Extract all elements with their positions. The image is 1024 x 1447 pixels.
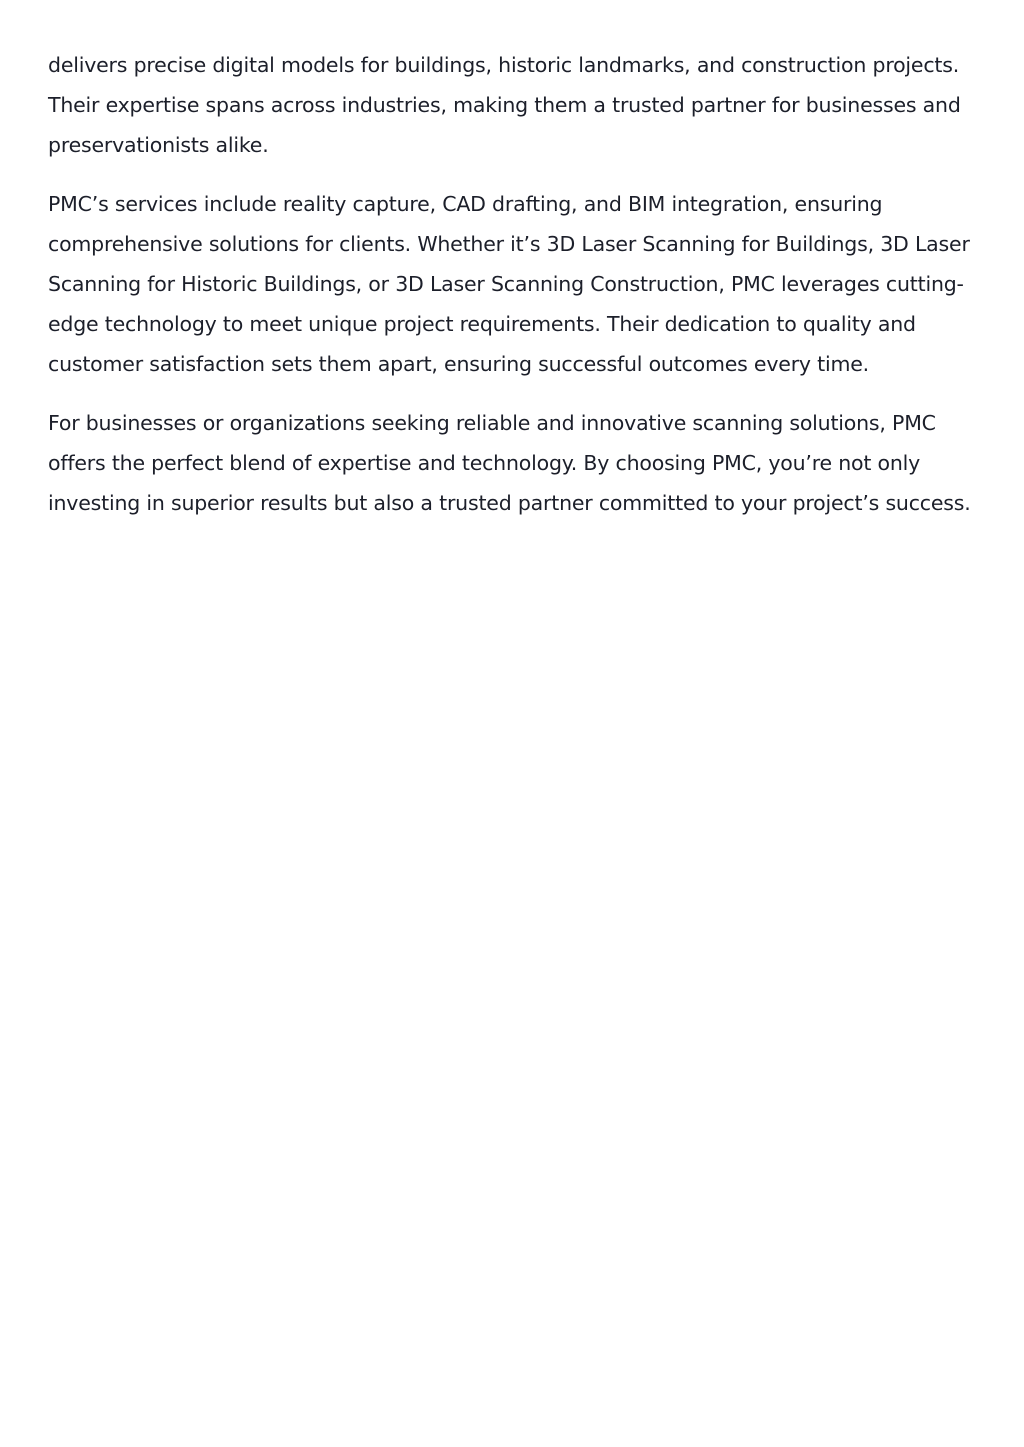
paragraph-line: customer satisfaction sets them apart, ensuring successful outcomes every time.: [48, 352, 869, 376]
paragraph-line: delivers precise digital models for buildings, historic landmarks, and construction projects.: [48, 53, 960, 77]
document-body: [48, 45, 971, 542]
paragraph-line: Scanning for Historic Buildings, or 3D Laser Scanning Construction, PMC leverages cutting-: [48, 272, 964, 296]
paragraph-line: For businesses or organizations seeking reliable and innovative scanning solutions, PMC: [48, 411, 936, 435]
paragraph-line: offers the perfect blend of expertise and technology. By choosing PMC, you’re not only: [48, 451, 921, 475]
paragraph-1: [48, 45, 968, 165]
paragraph-line: investing in superior results but also a trusted partner committed to your project’s success.: [48, 491, 971, 515]
paragraph-2: [48, 184, 968, 384]
paragraph-line: PMC’s services include reality capture, CAD drafting, and BIM integration, ensuring: [48, 192, 883, 216]
paragraph-line: comprehensive solutions for clients. Whether it’s 3D Laser Scanning for Buildings, 3D Laser: [48, 232, 970, 256]
paragraph-line: edge technology to meet unique project requirements. Their dedication to quality and: [48, 312, 916, 336]
paragraph-line: Their expertise spans across industries, making them a trusted partner for businesses and: [48, 93, 961, 117]
paragraph-3: [48, 403, 971, 523]
paragraph-line: preservationists alike.: [48, 133, 269, 157]
